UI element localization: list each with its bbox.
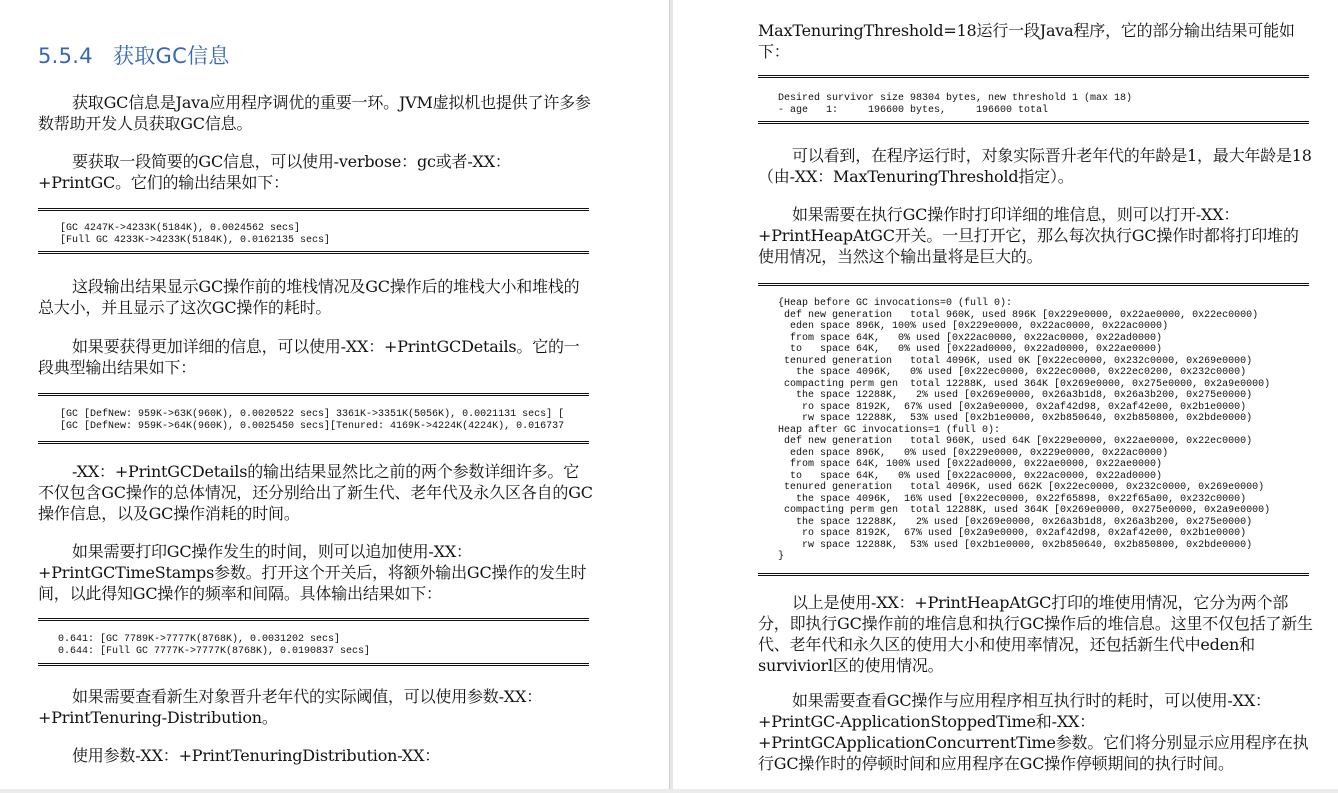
paragraph: 如果需要查看新生对象晋升老年代的实际阈值，可以使用参数-XX：+PrintTenuring-Distribution。 <box>38 687 542 727</box>
code-text: [GC [DefNew: 959K->63K(960K), 0.0020522 secs] 3361K->3351K(5056K), 0.0021131 secs] [ [GC [DefNew: 959K->64K(960K), 0.0025450 secs][Tenured: 4169K->4224K(4224K), 0.016737 <box>60 409 565 432</box>
paragraph: -XX：+PrintGCDetails的输出结果显然比之前的两个参数详细许多。它不仅包含GC操作的总体情况，还分别给出了新生代、老年代及永久区各自的GC操作信息，以及GC操作消耗的时间。 <box>38 462 593 523</box>
bottom-edge <box>0 789 1338 793</box>
code-text: Desired survivor size 98304 bytes, new threshold 1 (max 18) - age 1: 196600 bytes, 196600 total <box>778 93 1133 116</box>
paragraph: 可以看到，在程序运行时，对象实际晋升老年代的年龄是1，最大年龄是18（由-XX：MaxTenuringThreshold指定）。 <box>758 146 1312 186</box>
code-block <box>758 75 1309 124</box>
paragraph: 要获取一段简要的GC信息，可以使用-verbose：gc或者-XX：+PrintGC。它们的输出结果如下： <box>38 152 511 192</box>
paragraph: 这段输出结果显示GC操作前的堆栈情况及GC操作后的堆栈大小和堆栈的总大小，并且显示了这次GC操作的耗时。 <box>38 277 580 317</box>
paragraph: 获取GC信息是Java应用程序调优的重要一环。JVM虚拟机也提供了许多参数帮助开发人员获取GC信息。 <box>38 93 591 133</box>
paragraph: 如果要获得更加详细的信息，可以使用-XX：+PrintGCDetails。它的一段典型输出结果如下： <box>38 337 580 377</box>
code-text: 0.641: [GC 7789K->7777K(8768K), 0.0031202 secs] 0.644: [Full GC 7777K->7777K(8768K), 0.0190837 secs] <box>58 634 371 657</box>
paragraph: MaxTenuringThreshold=18运行一段Java程序，它的部分输出结果可能如下： <box>758 21 1295 61</box>
code-block <box>38 208 589 254</box>
right-page <box>673 0 1338 793</box>
paragraph: 如果需要查看GC操作与应用程序相互执行时的耗时，可以使用-XX：+PrintGC-ApplicationStoppedTime和-XX：+PrintGCApplicationConcurrentTime参数。它们将分别显示应用程序在执行GC操作时的停顿时间和应用程序在GC操作停顿期间的执行时间。 <box>758 691 1309 773</box>
paragraph: 如果需要打印GC操作发生的时间，则可以追加使用-XX：+PrintGCTimeStamps参数。打开这个开关后，将额外输出GC操作的发生时间，以此得知GC操作的频率和间隔。具体输出结果如下： <box>38 542 587 603</box>
section-number: 5.5.4 <box>38 44 93 68</box>
code-text: {Heap before GC invocations=0 (full 0): def new generation total 960K, used 896K [0x229e0000, 0x22ae0000, 0x22ec0000) eden space 896K, 100% used [0x229e0000, 0x22ac0000, 0x22ac0000) from space 64K, 0% used [0x22ac0000, 0x22ac0000, 0x22ad0000) to space 64K, 0% used [0x22ad0000, 0x22ad0000, 0x22ae0000) tenured generation total 4096K, used 0K [0x22ec0000, 0x232c0000, 0x269e0000) the space 4096K, 0% used [0x22ec0000, 0x22ec0000, 0x22ec0200, 0x232c0000) compacting perm gen total 12288K, used 364K [0x269e0000, 0x275e0000, 0x2a9e0000) the space 12288K, 2% used [0x269e0000, 0x26a3b1d8, 0x26a3b200, 0x275e0000) ro space 8192K, 67% used [0x2a9e0000, 0x2af42d98, 0x2af42e00, 0x2b1e0000) rw space 12288K, 53% used [0x2b1e0000, 0x2b850640, 0x2b850800, 0x2bde0000) Heap after GC invocations=1 (full 0): def new generation total 960K, used 64K [0x229e0000, 0x22ae0000, 0x22ec0000) eden space 896K, 0% used [0x229e0000, 0x229e0000, 0x22ac0000) from space 64K, 100% used [0x22ad0000, 0x22ae0000, 0x22ae0000) to space 64K, 0% used [0x22ac0000, 0x22ac0000, 0x22ad0000) tenured generation total 4096K, used 662K [0x22ec0000, 0x232c0000, 0x269e0000) the space 4096K, 16% used [0x22ec0000, 0x22f65898, 0x22f65a00, 0x232c0000) compacting perm gen total 12288K, used 364K [0x269e0000, 0x275e0000, 0x2a9e0000) the space 12288K, 2% used [0x269e0000, 0x26a3b1d8, 0x26a3b200, 0x275e0000) ro space 8192K, 67% used [0x2a9e0000, 0x2af42d98, 0x2af42e00, 0x2b1e0000) rw space 12288K, 53% used [0x2b1e0000, 0x2b850640, 0x2b850800, 0x2bde0000) } <box>778 298 1271 562</box>
code-block <box>38 618 589 666</box>
code-block <box>758 283 1309 576</box>
section-heading <box>38 40 230 70</box>
paragraph: 以上是使用-XX：+PrintHeapAtGC打印的堆使用情况，它分为两个部分，即执行GC操作前的堆信息和执行GC操作后的堆信息。这里不仅包括了新生代、老年代和永久区的使用大小和使用率情况，还包括新生代中eden和surviviorl区的使用情况。 <box>758 593 1313 675</box>
code-block <box>38 393 589 444</box>
paragraph: 使用参数-XX：+PrintTenuringDistribution-XX： <box>72 746 441 765</box>
section-title: 获取GC信息 <box>112 44 230 68</box>
code-text: [GC 4247K->4233K(5184K), 0.0024562 secs] [Full GC 4233K->4233K(5184K), 0.0162135 secs] <box>60 223 331 246</box>
paragraph: 如果需要在执行GC操作时打印详细的堆信息，则可以打开-XX：+PrintHeapAtGC开关。一旦打开它，那么每次执行GC操作时都将打印堆的使用情况，当然这个输出量将是巨大的。 <box>758 205 1299 266</box>
